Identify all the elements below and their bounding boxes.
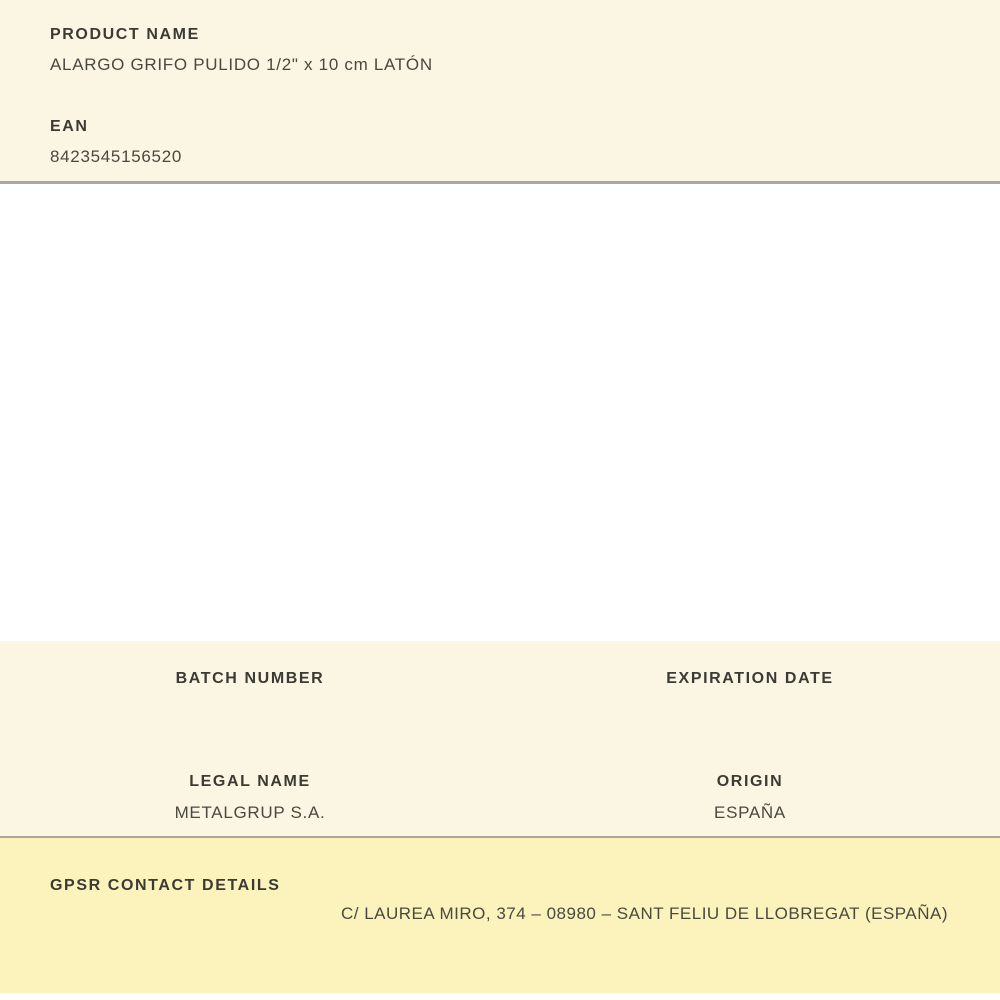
legal-origin-row: [0, 773, 1000, 822]
expiration-date-label: EXPIRATION DATE: [666, 670, 834, 687]
product-name-label: PRODUCT NAME: [50, 26, 200, 43]
product-header-section: [0, 0, 1000, 184]
product-name-value: ALARGO GRIFO PULIDO 1/2" x 10 cm LATÓN: [50, 55, 433, 74]
origin-value: ESPAÑA: [714, 803, 786, 822]
batch-expiration-row: [0, 670, 1000, 700]
gpsr-contact-label: GPSR CONTACT DETAILS: [50, 877, 281, 894]
expiration-date-cell: [500, 670, 1000, 700]
origin-label: ORIGIN: [716, 773, 784, 790]
origin-cell: [500, 773, 1000, 822]
legal-name-label: LEGAL NAME: [189, 773, 311, 790]
batch-number-label: BATCH NUMBER: [175, 670, 325, 687]
gpsr-contact-section: [0, 838, 1000, 993]
legal-name-cell: [0, 773, 500, 822]
batch-number-cell: [0, 670, 500, 700]
ean-value: 8423545156520: [50, 147, 183, 166]
gpsr-contact-address: C/ LAUREA MIRO, 374 – 08980 – SANT FELIU DE LLOBREGAT (ESPAÑA): [340, 904, 948, 923]
product-details-section: [0, 641, 1000, 838]
legal-name-value: METALGRUP S.A.: [174, 803, 326, 822]
blank-area: [0, 184, 1000, 641]
ean-label: EAN: [50, 118, 89, 135]
